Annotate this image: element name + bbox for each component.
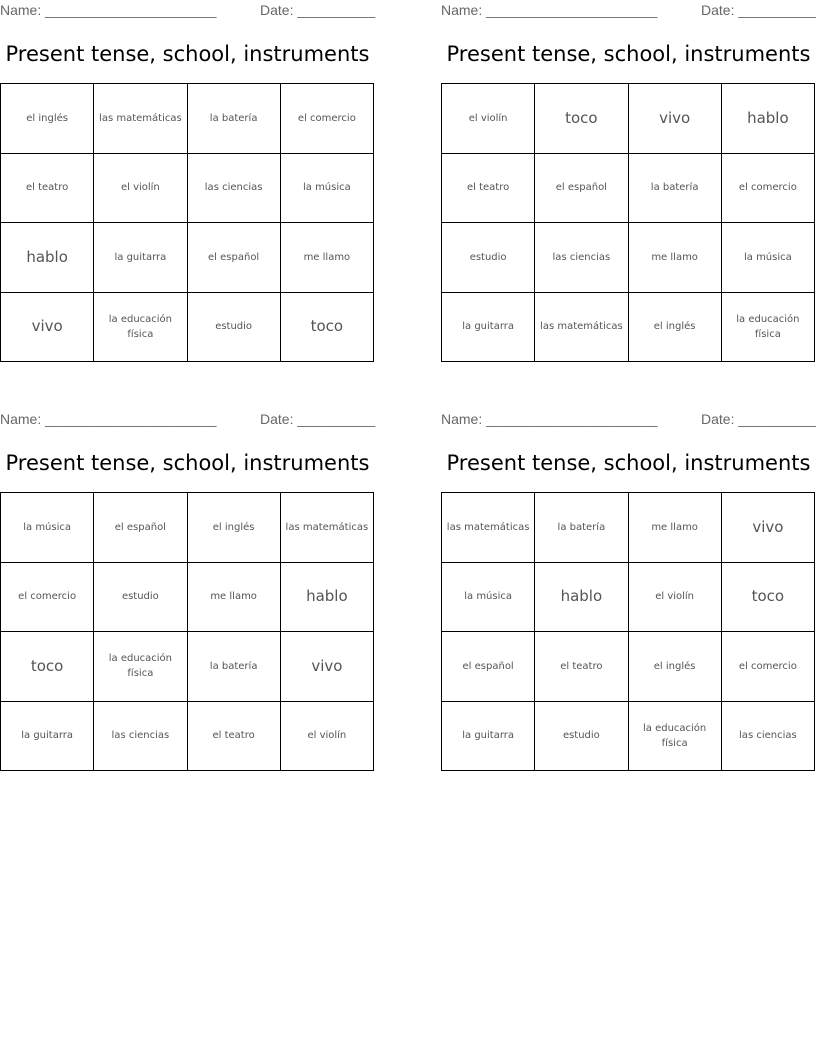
bingo-grid xyxy=(441,492,815,771)
grid-cell: el violín xyxy=(281,702,374,772)
grid-cell: la batería xyxy=(188,632,281,702)
grid-cell: el teatro xyxy=(442,154,535,224)
bingo-card-4 xyxy=(441,409,816,781)
card-title: Present tense, school, instruments xyxy=(446,42,811,66)
grid-cell: el español xyxy=(94,493,187,563)
grid-cell: la música xyxy=(281,154,374,224)
grid-cell: las ciencias xyxy=(722,702,815,772)
grid-cell: el español xyxy=(442,632,535,702)
grid-cell: toco xyxy=(281,293,374,363)
grid-cell: las matemáticas xyxy=(535,293,628,363)
grid-cell: el español xyxy=(188,223,281,293)
grid-cell: me llamo xyxy=(629,223,722,293)
grid-cell: toco xyxy=(722,563,815,633)
grid-cell: vivo xyxy=(1,293,94,363)
grid-cell: toco xyxy=(535,84,628,154)
grid-cell: estudio xyxy=(188,293,281,363)
grid-cell: el español xyxy=(535,154,628,224)
grid-cell: vivo xyxy=(722,493,815,563)
grid-cell: el teatro xyxy=(1,154,94,224)
grid-cell: vivo xyxy=(629,84,722,154)
grid-cell: la batería xyxy=(188,84,281,154)
grid-cell: la batería xyxy=(535,493,628,563)
bingo-grid xyxy=(0,492,374,771)
grid-cell: la guitarra xyxy=(442,293,535,363)
grid-cell: me llamo xyxy=(188,563,281,633)
grid-cell: estudio xyxy=(535,702,628,772)
grid-cell: la educación física xyxy=(722,293,815,363)
grid-cell: el inglés xyxy=(1,84,94,154)
grid-cell: el inglés xyxy=(188,493,281,563)
grid-cell: estudio xyxy=(442,223,535,293)
grid-cell: la guitarra xyxy=(94,223,187,293)
grid-cell: la música xyxy=(1,493,94,563)
card-header xyxy=(0,2,375,20)
date-field-label: Date: __________ xyxy=(260,411,376,427)
grid-cell: vivo xyxy=(281,632,374,702)
card-header xyxy=(0,411,375,429)
grid-cell: toco xyxy=(1,632,94,702)
grid-cell: el teatro xyxy=(188,702,281,772)
grid-cell: el inglés xyxy=(629,293,722,363)
grid-cell: el comercio xyxy=(722,154,815,224)
grid-cell: las matemáticas xyxy=(281,493,374,563)
bingo-card-3 xyxy=(0,409,375,781)
grid-cell: el violín xyxy=(442,84,535,154)
grid-cell: la educación física xyxy=(94,293,187,363)
name-field-label: Name: ______________________ xyxy=(0,2,217,18)
date-field-label: Date: __________ xyxy=(260,2,376,18)
card-title: Present tense, school, instruments xyxy=(5,42,370,66)
name-field-label: Name: ______________________ xyxy=(441,2,658,18)
grid-cell: la música xyxy=(722,223,815,293)
grid-cell: la guitarra xyxy=(1,702,94,772)
date-field-label: Date: __________ xyxy=(701,2,816,18)
bingo-card-1 xyxy=(0,0,375,372)
name-field-label: Name: ______________________ xyxy=(441,411,658,427)
grid-cell: el violín xyxy=(629,563,722,633)
grid-cell: hablo xyxy=(535,563,628,633)
grid-cell: el violín xyxy=(94,154,187,224)
grid-cell: el comercio xyxy=(722,632,815,702)
grid-cell: las ciencias xyxy=(94,702,187,772)
grid-cell: las matemáticas xyxy=(94,84,187,154)
grid-cell: las matemáticas xyxy=(442,493,535,563)
card-title: Present tense, school, instruments xyxy=(5,451,370,475)
grid-cell: el teatro xyxy=(535,632,628,702)
grid-cell: el comercio xyxy=(281,84,374,154)
bingo-grid xyxy=(0,83,374,362)
grid-cell: el inglés xyxy=(629,632,722,702)
grid-cell: me llamo xyxy=(281,223,374,293)
grid-cell: la guitarra xyxy=(442,702,535,772)
card-title: Present tense, school, instruments xyxy=(446,451,811,475)
grid-cell: las ciencias xyxy=(535,223,628,293)
grid-cell: hablo xyxy=(722,84,815,154)
grid-cell: hablo xyxy=(281,563,374,633)
grid-cell: me llamo xyxy=(629,493,722,563)
date-field-label: Date: __________ xyxy=(701,411,816,427)
grid-cell: las ciencias xyxy=(188,154,281,224)
grid-cell: hablo xyxy=(1,223,94,293)
grid-cell: la educación física xyxy=(629,702,722,772)
grid-cell: el comercio xyxy=(1,563,94,633)
name-field-label: Name: ______________________ xyxy=(0,411,217,427)
bingo-card-2 xyxy=(441,0,816,372)
grid-cell: estudio xyxy=(94,563,187,633)
card-header xyxy=(441,411,816,429)
bingo-grid xyxy=(441,83,815,362)
grid-cell: la música xyxy=(442,563,535,633)
grid-cell: la batería xyxy=(629,154,722,224)
grid-cell: la educación física xyxy=(94,632,187,702)
card-header xyxy=(441,2,816,20)
